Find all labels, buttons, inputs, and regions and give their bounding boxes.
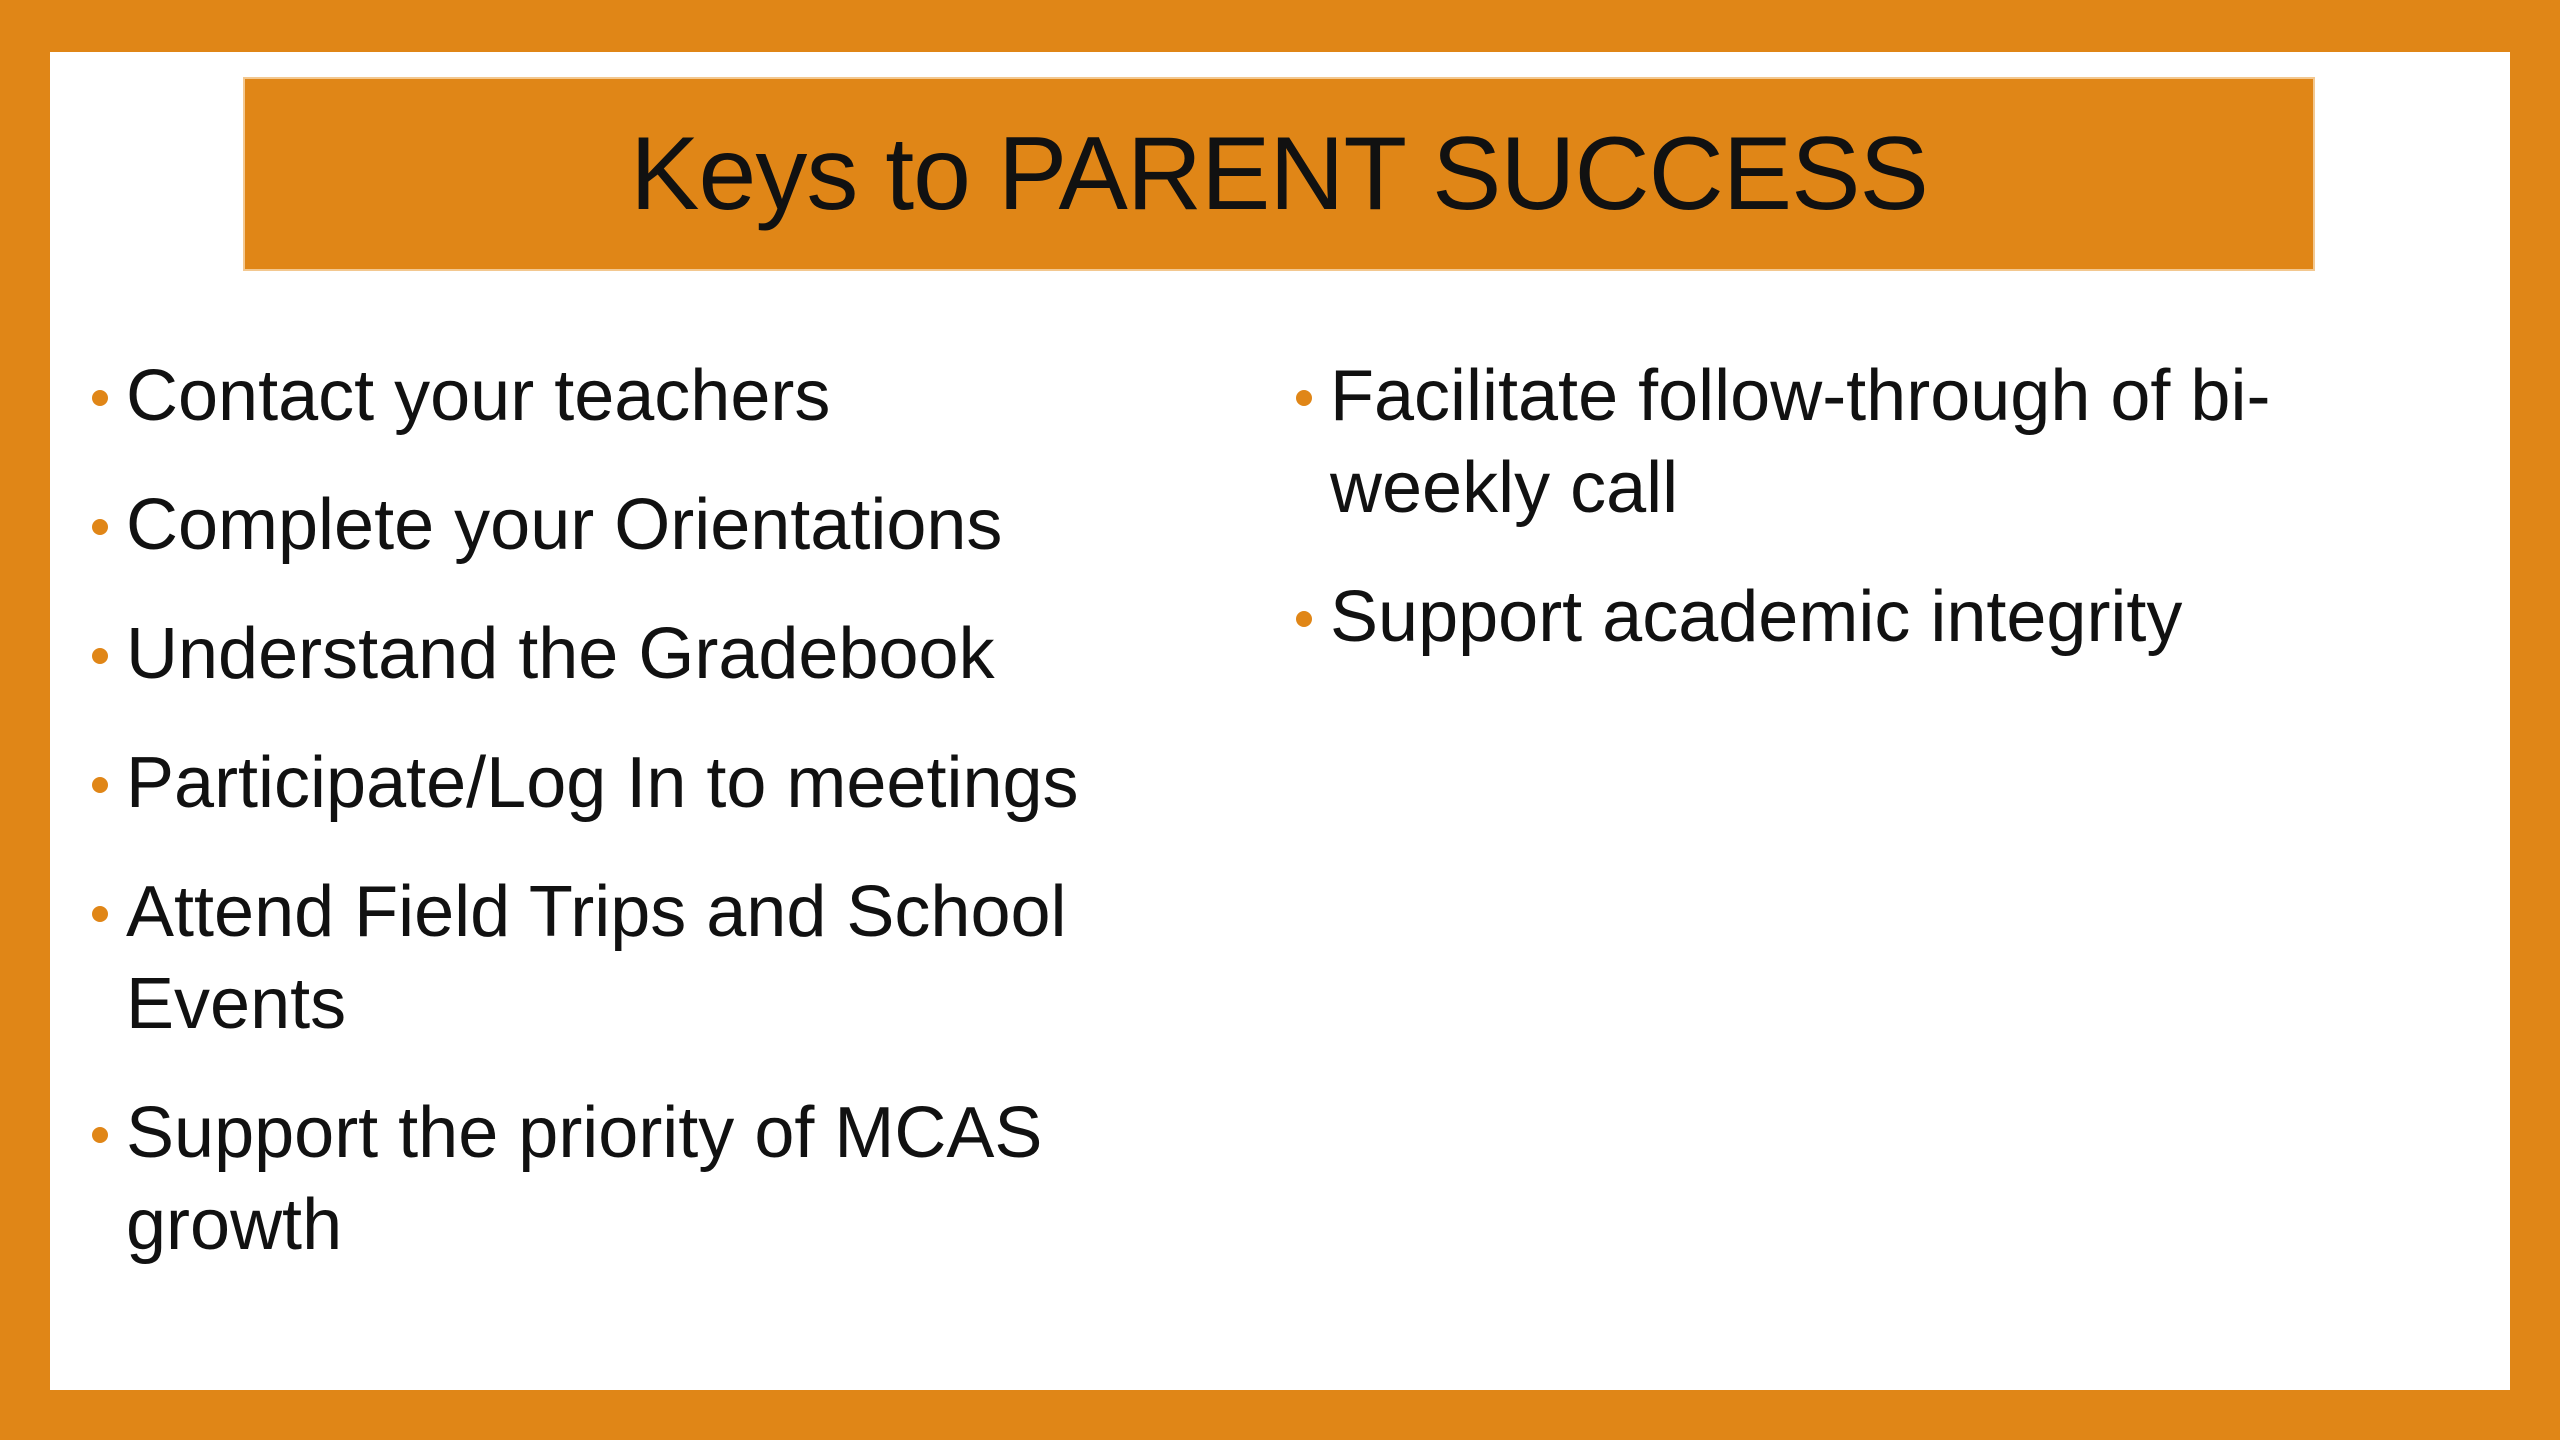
bullet-item: [88, 737, 1268, 829]
bullet-list-right: [1292, 350, 2472, 700]
bullet-item: [88, 866, 1268, 1050]
bullet-item: [1292, 571, 2472, 663]
bullet-dot: [1296, 611, 1312, 627]
bullet-item: [88, 608, 1268, 700]
bullet-list-left: [88, 350, 1268, 1308]
bullet-dot: [92, 1127, 108, 1143]
slide-content-area: [50, 52, 2510, 1390]
bullet-text: Facilitate follow-through of bi-weekly call: [1330, 356, 2271, 528]
bullet-text: Contact your teachers: [126, 356, 831, 436]
slide-title: Keys to PARENT SUCCESS: [630, 115, 1928, 232]
bullet-text: Support the priority of MCAS growth: [126, 1093, 1043, 1265]
bullet-text: Understand the Gradebook: [126, 614, 995, 694]
bullet-text: Complete your Orientations: [126, 485, 1003, 565]
bullet-text: Support academic integrity: [1330, 577, 2183, 657]
bullet-item: [88, 1087, 1268, 1271]
bullet-dot: [92, 777, 108, 793]
bullet-dot: [1296, 390, 1312, 406]
bullet-item: [88, 350, 1268, 442]
bullet-text: Participate/Log In to meetings: [126, 743, 1079, 823]
bullet-item: [1292, 350, 2472, 534]
title-banner: [243, 77, 2315, 271]
bullet-dot: [92, 390, 108, 406]
bullet-text: Attend Field Trips and School Events: [126, 872, 1067, 1044]
bullet-dot: [92, 906, 108, 922]
bullet-dot: [92, 519, 108, 535]
bullet-dot: [92, 648, 108, 664]
bullet-item: [88, 479, 1268, 571]
